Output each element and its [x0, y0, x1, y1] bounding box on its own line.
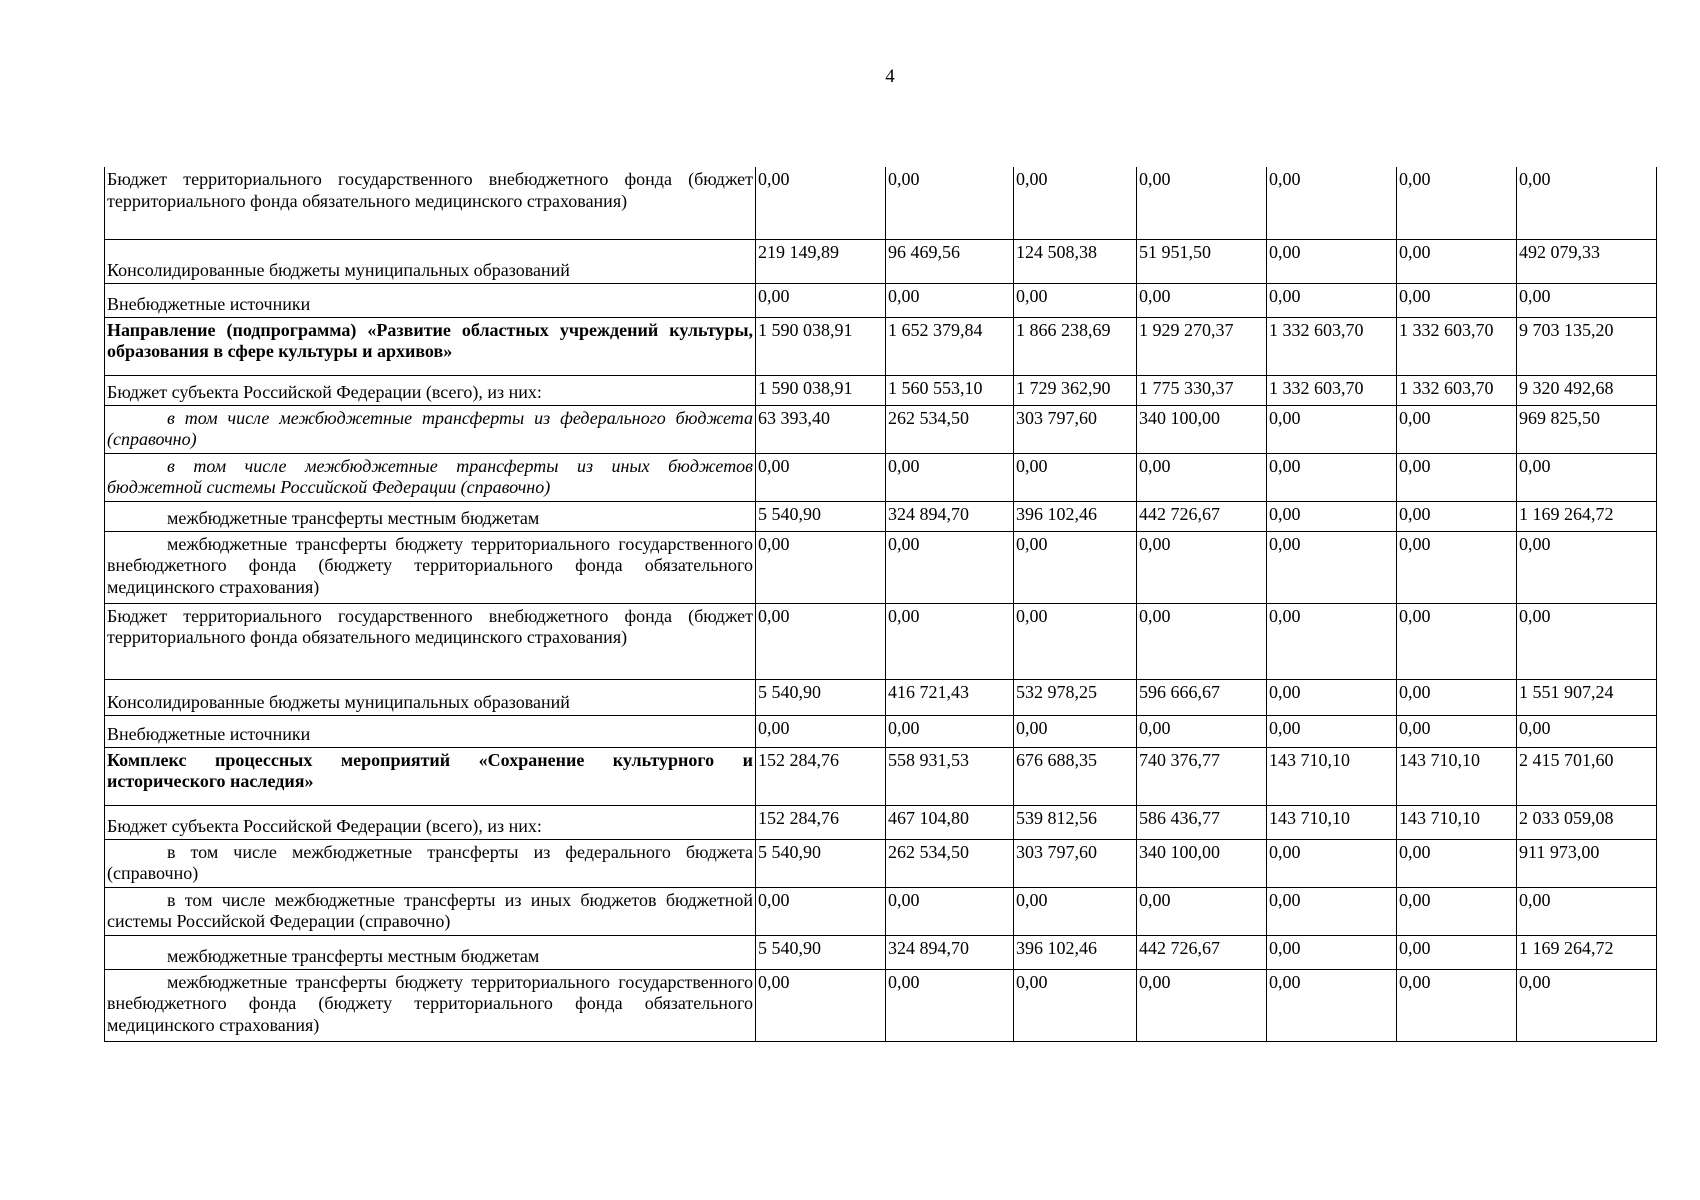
value-cell: 0,00	[886, 167, 1014, 239]
value-cell: 340 100,00	[1137, 405, 1267, 453]
value-cell: 0,00	[1267, 239, 1397, 283]
value-cell: 1 866 238,69	[1014, 317, 1137, 375]
value-cell: 2 033 059,08	[1517, 805, 1657, 839]
value-cell: 0,00	[756, 887, 886, 935]
value-cell: 0,00	[1267, 453, 1397, 501]
value-cell: 0,00	[1267, 405, 1397, 453]
value-cell: 324 894,70	[886, 935, 1014, 969]
value-cell: 5 540,90	[756, 839, 886, 887]
value-cell: 0,00	[756, 167, 886, 239]
value-cell: 0,00	[1517, 715, 1657, 747]
table-row	[105, 603, 1657, 679]
value-cell: 1 590 038,91	[756, 375, 886, 405]
value-cell: 0,00	[886, 531, 1014, 603]
value-cell: 96 469,56	[886, 239, 1014, 283]
row-label: межбюджетные трансферты бюджету территориального государственного внебюджетного фонда (бюджету территориального фонда обязательного медицинского страхования)	[105, 969, 756, 1041]
value-cell: 0,00	[1267, 839, 1397, 887]
row-label: Направление (подпрограмма) «Развитие областных учреждений культуры, образования в сфере культуры и архивов»	[105, 317, 756, 375]
value-cell: 1 332 603,70	[1267, 317, 1397, 375]
value-cell: 9 320 492,68	[1517, 375, 1657, 405]
value-cell: 0,00	[886, 283, 1014, 317]
value-cell: 143 710,10	[1397, 805, 1517, 839]
value-cell: 0,00	[886, 887, 1014, 935]
value-cell: 1 332 603,70	[1397, 317, 1517, 375]
table-row	[105, 405, 1657, 453]
row-label: межбюджетные трансферты местным бюджетам	[105, 501, 756, 531]
value-cell: 0,00	[1397, 935, 1517, 969]
value-cell: 0,00	[1397, 603, 1517, 679]
value-cell: 0,00	[1014, 453, 1137, 501]
value-cell: 396 102,46	[1014, 501, 1137, 531]
page-number: 4	[885, 66, 895, 87]
value-cell: 0,00	[886, 453, 1014, 501]
row-label: Бюджет территориального государственного внебюджетного фонда (бюджет территориального фонда обязательного медицинского страхования)	[105, 167, 756, 239]
value-cell: 467 104,80	[886, 805, 1014, 839]
value-cell: 262 534,50	[886, 839, 1014, 887]
value-cell: 0,00	[1267, 531, 1397, 603]
value-cell: 0,00	[1397, 453, 1517, 501]
value-cell: 0,00	[756, 969, 886, 1041]
row-label: межбюджетные трансферты местным бюджетам	[105, 935, 756, 969]
value-cell: 1 332 603,70	[1267, 375, 1397, 405]
row-label: Консолидированные бюджеты муниципальных образований	[105, 679, 756, 715]
value-cell: 0,00	[1267, 603, 1397, 679]
table-row	[105, 679, 1657, 715]
value-cell: 5 540,90	[756, 501, 886, 531]
value-cell: 0,00	[886, 603, 1014, 679]
value-cell: 0,00	[1137, 453, 1267, 501]
value-cell: 303 797,60	[1014, 405, 1137, 453]
table-row	[105, 715, 1657, 747]
table-row	[105, 167, 1657, 239]
value-cell: 2 415 701,60	[1517, 747, 1657, 805]
value-cell: 492 079,33	[1517, 239, 1657, 283]
row-label: Внебюджетные источники	[105, 283, 756, 317]
value-cell: 0,00	[1267, 167, 1397, 239]
row-label: Комплекс процессных мероприятий «Сохранение культурного и исторического наследия»	[105, 747, 756, 805]
value-cell: 143 710,10	[1397, 747, 1517, 805]
value-cell: 0,00	[1267, 887, 1397, 935]
value-cell: 0,00	[886, 969, 1014, 1041]
value-cell: 396 102,46	[1014, 935, 1137, 969]
value-cell: 143 710,10	[1267, 805, 1397, 839]
value-cell: 0,00	[1397, 715, 1517, 747]
value-cell: 51 951,50	[1137, 239, 1267, 283]
value-cell: 0,00	[1014, 969, 1137, 1041]
table-row	[105, 969, 1657, 1041]
value-cell: 1 729 362,90	[1014, 375, 1137, 405]
value-cell: 0,00	[1397, 531, 1517, 603]
value-cell: 0,00	[1517, 453, 1657, 501]
value-cell: 0,00	[756, 531, 886, 603]
value-cell: 0,00	[1014, 167, 1137, 239]
value-cell: 0,00	[1397, 501, 1517, 531]
row-label: в том числе межбюджетные трансферты из федерального бюджета (справочно)	[105, 405, 756, 453]
table-row	[105, 747, 1657, 805]
value-cell: 5 540,90	[756, 679, 886, 715]
value-cell: 143 710,10	[1267, 747, 1397, 805]
row-label: Бюджет субъекта Российской Федерации (всего), из них:	[105, 805, 756, 839]
value-cell: 0,00	[1137, 531, 1267, 603]
value-cell: 539 812,56	[1014, 805, 1137, 839]
value-cell: 0,00	[1137, 603, 1267, 679]
value-cell: 0,00	[1517, 603, 1657, 679]
value-cell: 0,00	[1397, 969, 1517, 1041]
value-cell: 0,00	[1267, 969, 1397, 1041]
value-cell: 303 797,60	[1014, 839, 1137, 887]
row-label: в том числе межбюджетные трансферты из иных бюджетов бюджетной системы Российской Федерации (справочно)	[105, 887, 756, 935]
value-cell: 0,00	[1397, 283, 1517, 317]
value-cell: 0,00	[1397, 167, 1517, 239]
value-cell: 0,00	[1397, 679, 1517, 715]
table-row	[105, 375, 1657, 405]
value-cell: 0,00	[1137, 887, 1267, 935]
table-row	[105, 531, 1657, 603]
table-row	[105, 887, 1657, 935]
value-cell: 340 100,00	[1137, 839, 1267, 887]
value-cell: 0,00	[1517, 531, 1657, 603]
value-cell: 0,00	[1014, 887, 1137, 935]
value-cell: 0,00	[1267, 679, 1397, 715]
row-label: межбюджетные трансферты бюджету территориального государственного внебюджетного фонда (бюджету территориального фонда обязательного медицинского страхования)	[105, 531, 756, 603]
value-cell: 0,00	[756, 283, 886, 317]
value-cell: 0,00	[1267, 501, 1397, 531]
value-cell: 596 666,67	[1137, 679, 1267, 715]
value-cell: 124 508,38	[1014, 239, 1137, 283]
value-cell: 0,00	[1267, 283, 1397, 317]
value-cell: 0,00	[1267, 935, 1397, 969]
value-cell: 5 540,90	[756, 935, 886, 969]
value-cell: 442 726,67	[1137, 501, 1267, 531]
value-cell: 0,00	[1014, 603, 1137, 679]
value-cell: 558 931,53	[886, 747, 1014, 805]
value-cell: 1 590 038,91	[756, 317, 886, 375]
value-cell: 911 973,00	[1517, 839, 1657, 887]
value-cell: 0,00	[756, 715, 886, 747]
value-cell: 0,00	[756, 603, 886, 679]
value-cell: 1 929 270,37	[1137, 317, 1267, 375]
table-row	[105, 317, 1657, 375]
row-label: в том числе межбюджетные трансферты из федерального бюджета (справочно)	[105, 839, 756, 887]
value-cell: 0,00	[1397, 887, 1517, 935]
value-cell: 0,00	[1014, 283, 1137, 317]
value-cell: 0,00	[1137, 715, 1267, 747]
table-row	[105, 935, 1657, 969]
value-cell: 0,00	[1267, 715, 1397, 747]
value-cell: 586 436,77	[1137, 805, 1267, 839]
value-cell: 969 825,50	[1517, 405, 1657, 453]
row-label: Внебюджетные источники	[105, 715, 756, 747]
value-cell: 1 332 603,70	[1397, 375, 1517, 405]
value-cell: 9 703 135,20	[1517, 317, 1657, 375]
table-row	[105, 283, 1657, 317]
value-cell: 1 652 379,84	[886, 317, 1014, 375]
value-cell: 0,00	[1517, 167, 1657, 239]
value-cell: 1 169 264,72	[1517, 935, 1657, 969]
value-cell: 0,00	[1014, 715, 1137, 747]
row-label: Бюджет территориального государственного внебюджетного фонда (бюджет территориального фонда обязательного медицинского страхования)	[105, 603, 756, 679]
value-cell: 324 894,70	[886, 501, 1014, 531]
value-cell: 63 393,40	[756, 405, 886, 453]
value-cell: 0,00	[1517, 969, 1657, 1041]
value-cell: 0,00	[1137, 283, 1267, 317]
budget-table	[104, 167, 1657, 1042]
value-cell: 0,00	[1397, 839, 1517, 887]
table-row	[105, 805, 1657, 839]
value-cell: 1 169 264,72	[1517, 501, 1657, 531]
value-cell: 0,00	[1137, 969, 1267, 1041]
value-cell: 0,00	[1517, 887, 1657, 935]
table-row	[105, 839, 1657, 887]
value-cell: 0,00	[756, 453, 886, 501]
value-cell: 219 149,89	[756, 239, 886, 283]
row-label: Консолидированные бюджеты муниципальных образований	[105, 239, 756, 283]
row-label: Бюджет субъекта Российской Федерации (всего), из них:	[105, 375, 756, 405]
value-cell: 0,00	[1517, 283, 1657, 317]
value-cell: 1 560 553,10	[886, 375, 1014, 405]
value-cell: 1 551 907,24	[1517, 679, 1657, 715]
value-cell: 532 978,25	[1014, 679, 1137, 715]
value-cell: 676 688,35	[1014, 747, 1137, 805]
value-cell: 0,00	[1397, 405, 1517, 453]
value-cell: 0,00	[1014, 531, 1137, 603]
value-cell: 0,00	[1397, 239, 1517, 283]
value-cell: 152 284,76	[756, 805, 886, 839]
table-row	[105, 501, 1657, 531]
value-cell: 740 376,77	[1137, 747, 1267, 805]
row-label: в том числе межбюджетные трансферты из иных бюджетов бюджетной системы Российской Федерации (справочно)	[105, 453, 756, 501]
value-cell: 442 726,67	[1137, 935, 1267, 969]
value-cell: 0,00	[1137, 167, 1267, 239]
table-row	[105, 453, 1657, 501]
table-row	[105, 239, 1657, 283]
value-cell: 0,00	[886, 715, 1014, 747]
budget-table-body	[105, 167, 1657, 1041]
value-cell: 262 534,50	[886, 405, 1014, 453]
value-cell: 152 284,76	[756, 747, 886, 805]
value-cell: 1 775 330,37	[1137, 375, 1267, 405]
value-cell: 416 721,43	[886, 679, 1014, 715]
